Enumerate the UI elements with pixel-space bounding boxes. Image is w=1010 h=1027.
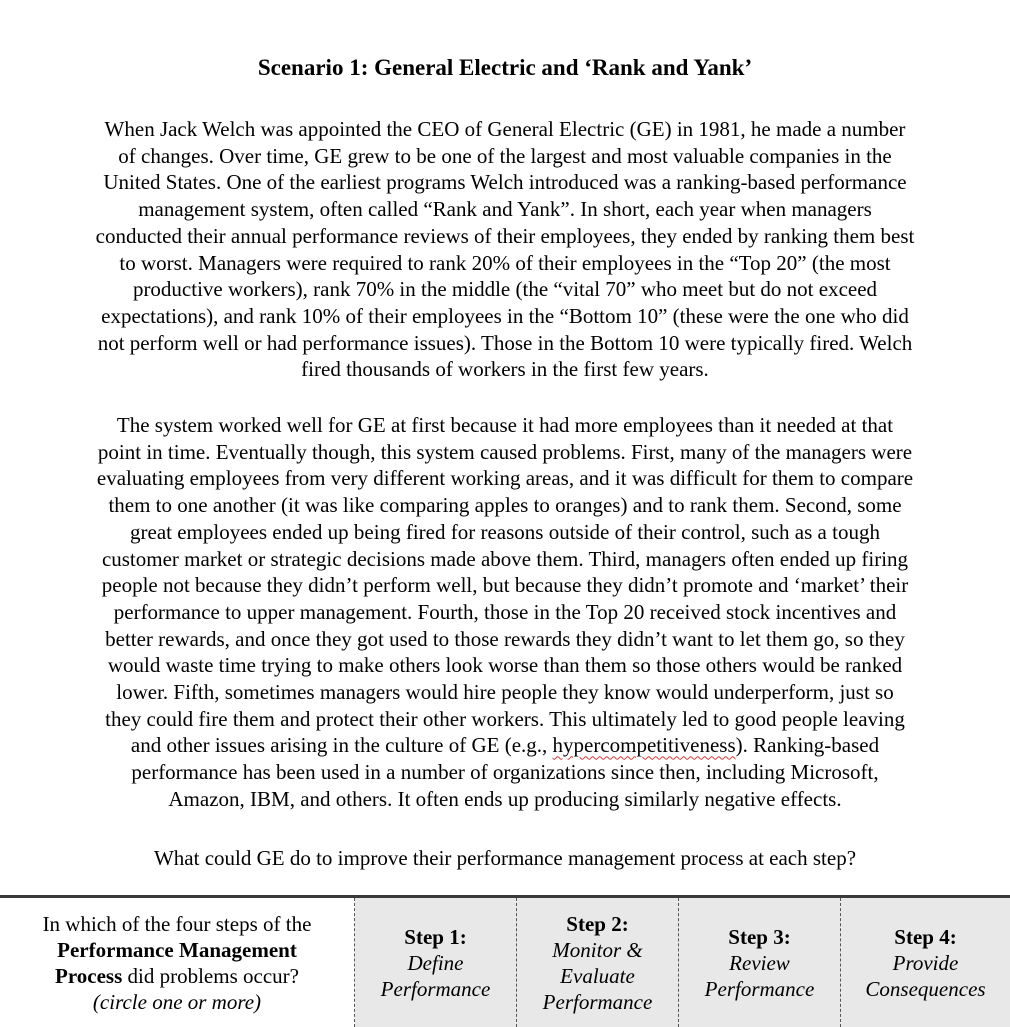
scenario-title: Scenario 1: General Electric and ‘Rank and Yank’ [257, 55, 753, 80]
text-segment: and other issues arising in the culture of GE (e.g., [130, 733, 553, 758]
step-name: Consequences [865, 976, 986, 1001]
paragraph-problems [40, 412, 970, 813]
text-line: point in time. Eventually though, this system caused problems. First, many of the managers were [97, 439, 913, 464]
text-segment: ). Ranking-based [735, 733, 880, 758]
text-line: to worst. Managers were required to rank 20% of their employees in the “Top 20” (the most [119, 250, 891, 275]
text-line: When Jack Welch was appointed the CEO of General Electric (GE) in 1981, he made a number [104, 117, 906, 141]
text-line: expectations), and rank 10% of their employees in the “Bottom 10” (these were the one who did [101, 303, 909, 328]
step-3-cell[interactable] [679, 898, 841, 1027]
text-line: United States. One of the earliest programs Welch introduced was a ranking-based performance [103, 170, 907, 195]
prompt-text: did problems occur? [122, 963, 299, 988]
step-label: Step 4: [894, 924, 957, 949]
step-label: Step 2: [566, 911, 629, 936]
text-line: management system, often called “Rank and Yank”. In short, each year when managers [138, 197, 872, 222]
step-name: Performance [704, 976, 815, 1001]
step-1-cell[interactable] [355, 898, 517, 1027]
text-line: not perform well or had performance issues). Those in the Bottom 10 were typically fired. Welch [97, 330, 913, 355]
text-line: people not because they didn’t perform well, but because they didn’t promote and ‘market’ their [101, 573, 909, 598]
discussion-question: What could GE do to improve their performance management process at each step? [153, 846, 857, 870]
text-line: performance has been used in a number of organizations since then, including Microsoft, [131, 760, 879, 785]
step-label: Step 3: [728, 924, 791, 949]
step-name: Evaluate [560, 963, 635, 988]
prompt-text: In which of the four steps of the [42, 911, 312, 936]
step-4-cell[interactable] [841, 898, 1010, 1027]
step-name: Provide [892, 950, 959, 975]
step-name: Performance [380, 976, 491, 1001]
text-line [40, 732, 970, 759]
step-2-cell[interactable] [517, 898, 679, 1027]
text-line: evaluating employees from very different working areas, and it was difficult for them to compare [96, 466, 914, 491]
text-line: conducted their annual performance reviews of their employees, they ended by ranking them best [95, 223, 915, 248]
text-line: lower. Fifth, sometimes managers would hire people they know would underperform, just so [116, 680, 894, 705]
step-name: Performance [542, 989, 653, 1014]
text-line: them to one another (it was like comparing apples to oranges) and to rank them. Second, some [108, 493, 902, 518]
prompt-bold-process: Process [55, 963, 123, 988]
prompt-cell [0, 898, 355, 1027]
prompt-bold: Performance Management [57, 937, 297, 962]
spellcheck-flagged-word[interactable]: hypercompetitiveness [552, 733, 736, 758]
step-label: Step 1: [404, 924, 467, 949]
text-line: would waste time trying to make others look worse than them so those others would be ranked [107, 653, 903, 678]
text-line: productive workers), rank 70% in the middle (the “vital 70” who meet but do not exceed [132, 277, 878, 302]
paragraph-history [40, 116, 970, 383]
step-name: Define [407, 950, 464, 975]
text-line: great employees ended up being fired for reasons outside of their control, such as a tough [130, 519, 880, 544]
text-line: customer market or strategic decisions made above them. Third, managers often ended up firing [101, 546, 909, 571]
prompt-instruction: (circle one or more) [92, 989, 262, 1014]
text-line: they could fire them and protect their other workers. This ultimately led to good people leaving [105, 706, 905, 731]
steps-table [0, 895, 1010, 1027]
text-line: The system worked well for GE at first because it had more employees than it needed at that [116, 413, 894, 437]
text-line: fired thousands of workers in the first few years. [301, 357, 709, 382]
text-line: of changes. Over time, GE grew to be one of the largest and most valuable companies in the [118, 143, 892, 168]
text-line: performance to upper management. Fourth, those in the Top 20 received stock incentives and [113, 599, 897, 624]
text-line: better rewards, and once they got used to those rewards they didn’t want to let them go, so they [105, 626, 905, 651]
step-name: Review [729, 950, 790, 975]
step-name: Monitor & [552, 937, 643, 962]
text-line: Amazon, IBM, and others. It often ends up producing similarly negative effects. [168, 786, 842, 811]
